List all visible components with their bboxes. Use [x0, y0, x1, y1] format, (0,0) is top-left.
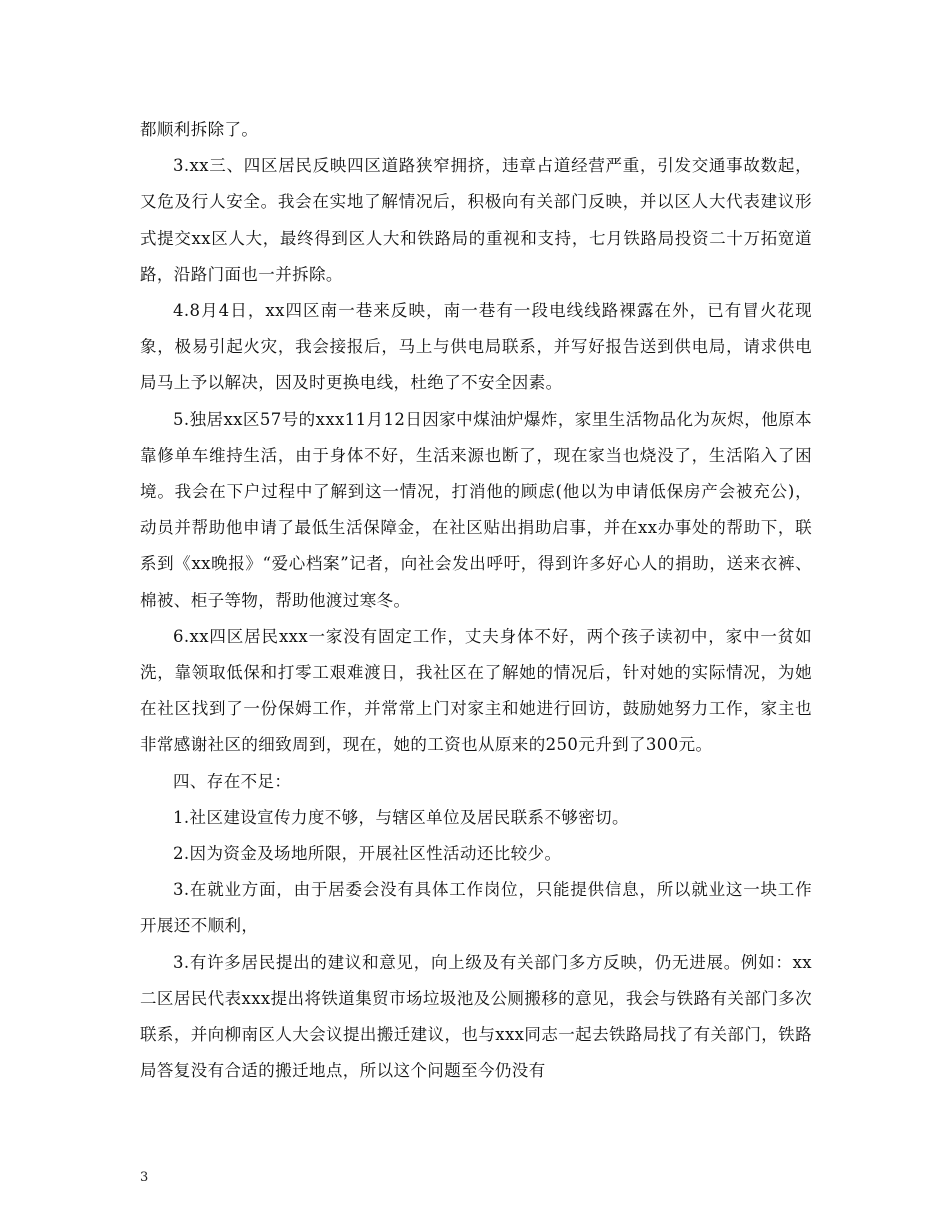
- document-body: [140, 112, 812, 1089]
- paragraph-shortcoming-1: 1.社区建设宣传力度不够，与辖区单位及居民联系不够密切。: [173, 807, 629, 827]
- paragraph-continuation: 都顺利拆除了。: [140, 120, 259, 139]
- paragraph-shortcoming-2: 2.因为资金及场地所限，开展社区性活动还比较少。: [173, 844, 562, 864]
- paragraph-item-5-fire: 5.独居xx区57号的xxx11月12日因家中煤油炉爆炸，家里生活物品化为灰烬，他原本靠修单车维持生活，由于身体不好，生活来源也断了，现在家当也烧没了，生活陷入了困境。我会在下户过程中了解到这一情况，打消他的顾虑(他以为申请低保房产会被充公)，动员并帮助他申请了最低生活保障金，在社区贴出捐助启事，并在xx办事处的帮助下，联系到《xx晚报》“爱心档案”记者，向社会发出呼吁，得到许多好心人的捐助，送来衣裤、棉被、柜子等物，帮助他渡过寒冬。: [140, 409, 812, 610]
- paragraph-shortcoming-3-jobs: 3.在就业方面，由于居委会没有具体工作岗位，只能提供信息，所以就业这一块工作开展还不顺利，: [140, 880, 812, 936]
- section-heading-shortcomings: 四、存在不足：: [173, 771, 292, 791]
- page-number: 3: [140, 1170, 149, 1185]
- paragraph-item-3-road: 3.xx三、四区居民反映四区道路狭窄拥挤，违章占道经营严重，引发交通事故数起，又危及行人安全。我会在实地了解情况后，积极向有关部门反映，并以区人大代表建议形式提交xx区人大，最终得到区人大和铁路局的重视和支持，七月铁路局投资二十万拓宽道路，沿路门面也一并拆除。: [140, 156, 812, 284]
- paragraph-item-6-employment: 6.xx四区居民xxx一家没有固定工作，丈夫身体不好，两个孩子读初中，家中一贫如洗，靠领取低保和打零工艰难渡日，我社区在了解她的情况后，针对她的实际情况，为她在社区找到了一份保姆工作，并常常上门对家主和她进行回访，鼓励她努力工作，家主也非常感谢社区的细致周到，现在，她的工资也从原来的250元升到了300元。: [140, 626, 812, 755]
- paragraph-item-4-wiring: 4.8月4日，xx四区南一巷来反映，南一巷有一段电线线路裸露在外，已有冒火花现象，极易引起火灾，我会接报后，马上与供电局联系，并写好报告送到供电局，请求供电局马上予以解决，因及时更换电线，杜绝了不安全因素。: [140, 301, 812, 393]
- paragraph-shortcoming-3-suggestions: 3.有许多居民提出的建议和意见，向上级及有关部门多方反映，仍无进展。例如：xx二区居民代表xxx提出将铁道集贸市场垃圾池及公厕搬移的意见，我会与铁路有关部门多次联系，并向柳南区人大会议提出搬迁建议，也与xxx同志一起去铁路局找了有关部门，铁路局答复没有合适的搬迁地点，所以这个问题至今仍没有: [140, 952, 812, 1081]
